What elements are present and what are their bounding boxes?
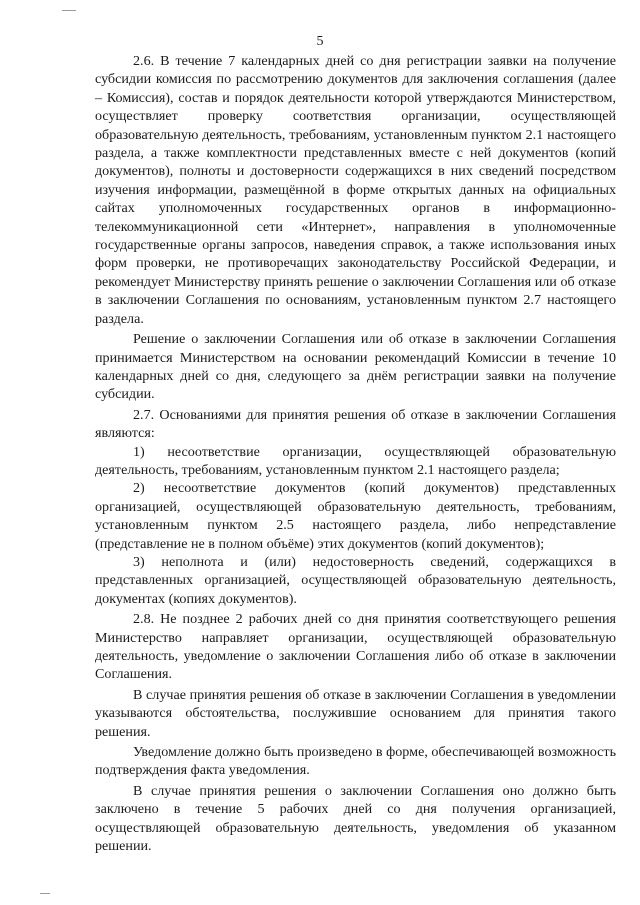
paragraph-refusal-notice: В случае принятия решения об отказе в заключении Соглашения в уведомлении указываются обстоятельства, послужившие основанием для принятия такого решения.: [95, 686, 616, 740]
scan-artifact-top: [62, 10, 76, 11]
paragraph-2-8: 2.8. Не позднее 2 рабочих дней со дня принятия соответствующего решения Министерство направляет организации, осуществляющей образовательную деятельность, уведомление о заключении Соглашения либо об отказе в заключении Соглашения.: [95, 611, 616, 683]
paragraph-agreement-term: В случае принятия решения о заключении Соглашения оно должно быть заключено в течение 5 рабочих дней со дня получения организацией, осуществляющей образовательную деятельность, уведомления об указанном решении.: [95, 782, 616, 855]
list-item-2: 2) несоответствие документов (копий документов) представленных организацией, осуществляющей образовательную деятельность, требованиям, установленным пунктом 2.5 настоящего раздела, либо непредставление (представление не в полном объёме) этих документов (копий документов);: [95, 480, 616, 552]
paragraph-2-7: 2.7. Основаниями для принятия решения об отказе в заключении Соглашения являются:: [95, 406, 616, 442]
page-number: 5: [316, 34, 324, 49]
paragraph-2-6: 2.6. В течение 7 календарных дней со дня регистрации заявки на получение субсидии комиссия по рассмотрению документов для заключения соглашения (далее – Комиссия), состав и порядок деятельности которой утверждаются Министерством, осуществляет проверку соответствия организации, осуществляющей образовательную деятельность, требованиям, установленным пунктом 2.1 настоящего раздела, а также комплектности представленных вместе с ней документов (копий документов), полноты и достоверности содержащихся в них сведений посредством изучения информации, размещённой в форме открытых данных на официальных сайтах уполномоченных государственных органов в информационно-телекоммуникационной сети «Интернет», направления в уполномоченные государственные органы запросов, наведения справок, а также использования иных форм проверки, не противоречащих законодательству Российской Федерации, и рекомендует Министерству принять решение о заключении Соглашения или об отказе в заключении Соглашения по основаниям, установленным пунктом 2.7 настоящего раздела.: [95, 53, 616, 327]
paragraph-decision: Решение о заключении Соглашения или об отказе в заключении Соглашения принимается Министерством на основании рекомендаций Комиссии в течение 10 календарных дней со дня, следующего за днём регистрации заявки на получение субсидии.: [95, 331, 616, 403]
list-item-1: 1) несоответствие организации, осуществляющей образовательную деятельность, требованиям, установленным пунктом 2.1 настоящего раздела;: [95, 443, 616, 478]
paragraph-notice-form: Уведомление должно быть произведено в форме, обеспечивающей возможность подтверждения факта уведомления.: [95, 744, 616, 779]
list-item-3: 3) неполнота и (или) недостоверность сведений, содержащихся в представленных организацией, осуществляющей образовательную деятельность, документах (копиях документов).: [95, 553, 616, 607]
document-body: [95, 52, 616, 855]
scan-artifact-bottom: [40, 893, 50, 894]
